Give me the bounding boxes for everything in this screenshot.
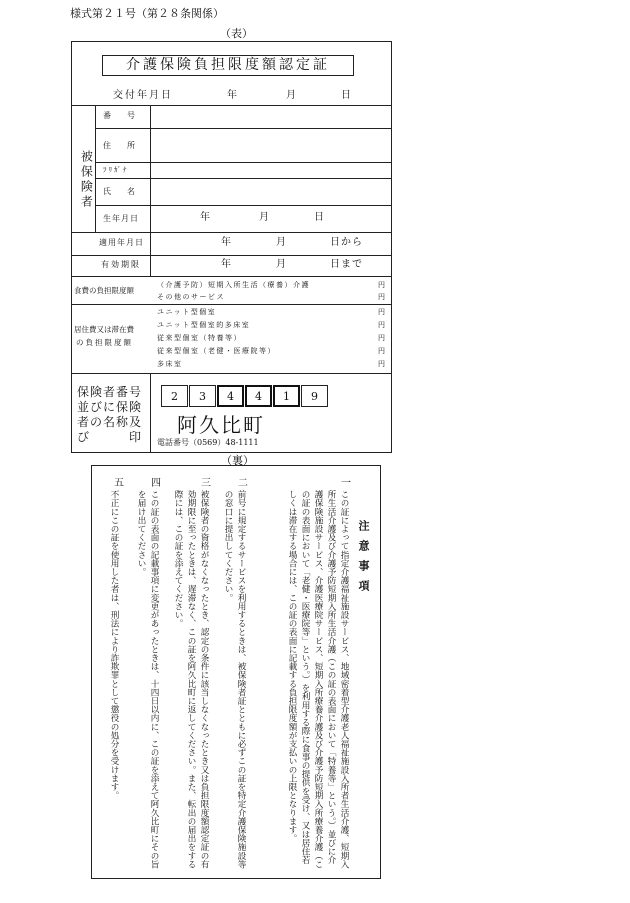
insurer-digit: 3 <box>189 385 216 407</box>
insured-group-label: 被保険者 <box>79 150 94 210</box>
applicable-date-label: 適用年月日 <box>99 238 144 247</box>
note-5-number: 五 <box>111 477 123 487</box>
expiry-month: 月 <box>276 259 286 270</box>
insured-furigana-label: ﾌﾘｶﾞﾅ <box>103 166 129 174</box>
insurer-label-4: び 印 <box>77 430 143 444</box>
form-number: 様式第２１号（第２８条関係） <box>70 7 224 20</box>
insurer-phone: 電話番号（0569）48-1111 <box>157 438 259 447</box>
applicable-day: 日から <box>330 237 363 248</box>
note-2-number: 二 <box>235 477 247 487</box>
residence-row-3: 従来型個室（特養等） <box>157 334 242 342</box>
note-3-text: 被保険者の資格がなくなったとき、認定の条件に該当しなくなったとき又は負担限度額認定証の有効期限に至ったときは、遅滞なく、この証を阿久比町に返してください。また、転出の届出をする際には、この証を添えてください。 <box>173 490 209 869</box>
insurer-digit: 4 <box>245 385 272 407</box>
food-row-1-unit: 円 <box>378 281 387 289</box>
note-4-text: この証の表面の記載事項に変更があったときは、十四日以内に、この証を添えて阿久比町にその旨を届け出てください。 <box>136 490 159 869</box>
residence-row-5: 多床室 <box>157 360 183 368</box>
residence-row-5-unit: 円 <box>378 360 387 368</box>
issue-date-month: 月 <box>286 90 296 101</box>
insurer-digit: 4 <box>217 385 244 407</box>
birth-month: 月 <box>259 212 269 223</box>
insurer-label-2: 並びに保険 <box>77 400 143 414</box>
insurer-name: 阿久比町 <box>177 413 265 437</box>
insurer-digit: 1 <box>273 385 300 407</box>
food-limit-label: 食費の負担限度額 <box>74 286 134 295</box>
insured-birth-label: 生年月日 <box>103 214 139 223</box>
residence-row-1: ユニット型個室 <box>157 308 217 316</box>
notes-title: 注意事項 <box>356 520 370 600</box>
residence-limit-label-1: 居住費又は滞在費 <box>74 325 134 334</box>
note-2-text: 前号に規定するサービスを利用するときは、被保険者証とともに必ずこの証を特定介護保険施設等の窓口に提出してください。 <box>223 490 246 869</box>
insurer-label-3: 者の名称及 <box>77 415 143 429</box>
insured-name-label: 氏 名 <box>103 187 139 196</box>
back-label: （裏） <box>221 454 254 467</box>
residence-limit-label-2: の負担限度額 <box>76 338 133 347</box>
applicable-year: 年 <box>221 237 231 248</box>
food-row-2-unit: 円 <box>378 293 387 301</box>
food-row-2: その他のサービス <box>157 293 225 301</box>
food-row-1: （介護予防）短期入所生活（療養）介護 <box>157 281 310 289</box>
note-1-number: 一 <box>338 477 350 487</box>
insured-address-label: 住 所 <box>103 141 139 150</box>
issue-date-label: 交付年月日 <box>113 90 173 101</box>
residence-row-4-unit: 円 <box>378 347 387 355</box>
insurer-digit: 2 <box>161 385 188 407</box>
expiry-year: 年 <box>221 259 231 270</box>
residence-row-2: ユニット型個室的多床室 <box>157 321 251 329</box>
note-1-text: この証によって指定介護福祉施設サービス、地域密着型介護老人福祉施設入所者生活介護、短期入所生活介護及び介護予防短期入所生活介護（この証の表面において「特養等」という。）並びに介護保険施設サービス、介護医療院サービス、短期入所療養介護及び介護予防短期入所療養介護（この証の表面において「老健・医療院等」という。）を利用する際に食事の提供を受け、又は居住若しくは滞在する場合には、この証の表面に記載する負担限度額が支払いの上限となります。 <box>287 490 349 869</box>
note-5-text: 不正にこの証を使用した者は、刑法により詐欺罪として懲役の処分を受けます。 <box>109 490 119 800</box>
note-3-number: 三 <box>198 477 210 487</box>
residence-row-2-unit: 円 <box>378 321 387 329</box>
insurer-digit: 9 <box>301 385 328 407</box>
issue-date-day: 日 <box>341 90 351 101</box>
issue-date-year: 年 <box>227 90 237 101</box>
residence-row-4: 従来型個室（老健・医療院等） <box>157 347 276 355</box>
applicable-month: 月 <box>276 237 286 248</box>
birth-year: 年 <box>200 212 210 223</box>
certificate-title: 介護保険負担限度額認定証 <box>102 55 354 76</box>
insurer-label-1: 保険者番号 <box>77 385 143 399</box>
expiry-day: 日まで <box>330 259 363 270</box>
expiry-date-label: 有効期限 <box>101 260 141 269</box>
birth-day: 日 <box>314 212 324 223</box>
residence-row-1-unit: 円 <box>378 308 387 316</box>
note-4-number: 四 <box>148 477 160 487</box>
insured-number-label: 番 号 <box>103 111 139 120</box>
front-label: （表） <box>220 27 253 40</box>
residence-row-3-unit: 円 <box>378 334 387 342</box>
